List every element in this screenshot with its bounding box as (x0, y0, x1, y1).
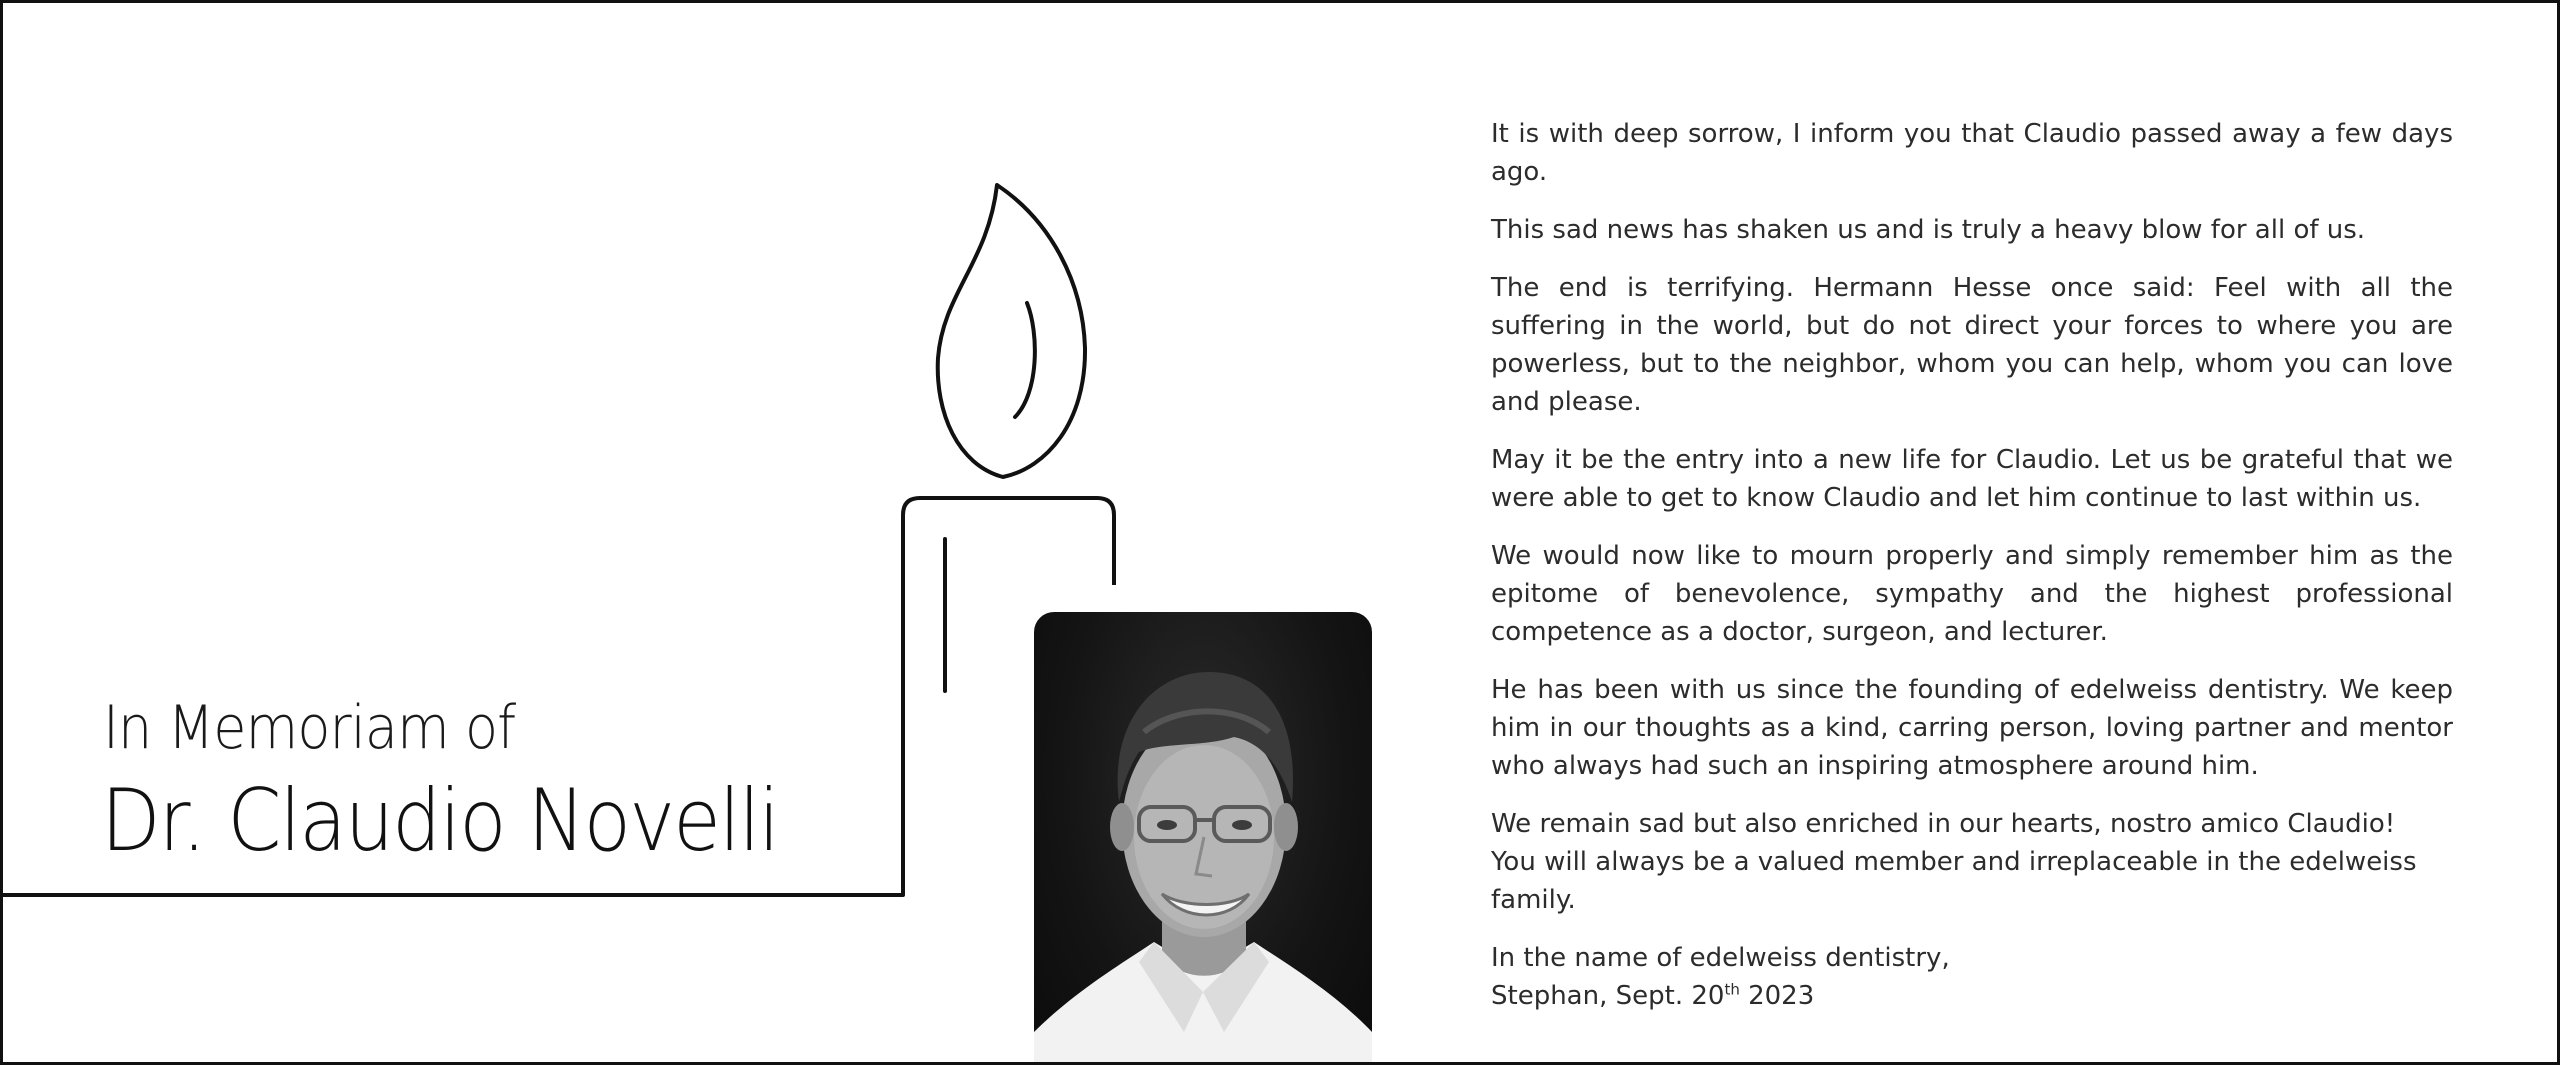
in-memoriam-label: In Memoriam of (103, 693, 516, 763)
message-paragraph: He has been with us since the founding of edelweiss dentistry. We keep him in our thoughts as a kind, carring person, loving partner and mentor who always had such an inspiring atmosphere around him. (1491, 675, 2453, 781)
message-paragraph: This sad news has shaken us and is truly a heavy blow for all of us. (1491, 215, 2366, 245)
memorial-message (1491, 115, 2453, 1035)
flame-inner-stroke (1015, 303, 1035, 417)
closing-line: You will always be a valued member and irreplaceable in the edelweiss family. (1491, 847, 2417, 915)
message-paragraph: We would now like to mourn properly and simply remember him as the epitome of benevolence, sympathy and the highest professional competence as a doctor, surgeon, and lecturer. (1491, 541, 2453, 647)
message-paragraph: It is with deep sorrow, I inform you that Claudio passed away a few days ago. (1491, 119, 2453, 187)
message-paragraph: The end is terrifying. Hermann Hesse once said: Feel with all the suffering in the world, but do not direct your forces to where you are powerless, but to the neighbor, whom you can help, whom you can love and please. (1491, 273, 2453, 417)
signature-block (1491, 939, 2453, 1015)
closing-paragraph (1491, 805, 2453, 919)
deceased-name: Dr. Claudio Novelli (101, 771, 779, 871)
portrait-photo (1034, 612, 1372, 1065)
portrait-illustration (1034, 612, 1372, 1065)
signature-name-date: Stephan, Sept. 20th 2023 (1491, 980, 1815, 1011)
message-paragraph: May it be the entry into a new life for Claudio. Let us be grateful that we were able to get to know Claudio and let him continue to last within us. (1491, 445, 2453, 513)
signature-org: In the name of edelweiss dentistry, (1491, 943, 1950, 973)
closing-line: We remain sad but also enriched in our hearts, nostro amico Claudio! (1491, 809, 2396, 839)
